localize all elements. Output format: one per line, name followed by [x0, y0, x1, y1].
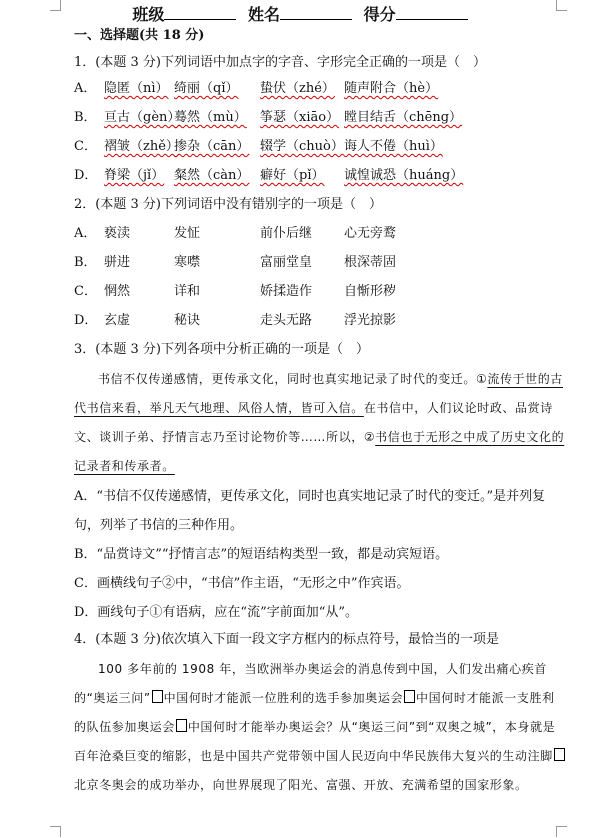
q3-option-a[interactable]: A．“书信不仅传递感情，更传承文化，同时也真实地记录了时代的变迁。”是并列复句，列举了书信的三种作用。 — [74, 489, 546, 533]
option-item: 亘古（gèn） — [104, 110, 181, 125]
option-letter: C． — [74, 284, 97, 299]
name-blank[interactable] — [280, 5, 352, 20]
q3-option-b[interactable]: B．“品赏诗文”“抒情言志”的短语结构类型一致，都是动宾短语。 — [74, 547, 449, 562]
q3-passage — [74, 365, 566, 481]
name-label: 姓名 — [247, 5, 280, 24]
q4-stem: 4．(本题 3 分)依次填入下面一段文字方框内的标点符号，最恰当的一项是 — [74, 632, 499, 647]
option-item: 辍学（chuò） — [260, 139, 344, 154]
option-item: 绮丽（qǐ） — [174, 81, 239, 96]
class-label: 班级 — [132, 5, 165, 24]
score-label: 得分 — [363, 5, 396, 24]
q3-options — [74, 482, 566, 627]
q4-text-1: 100 多年前的 1908 年，当欧洲举办奥运会的消息传到中国，人们发出痛心疾首的“奥运三问” — [74, 662, 547, 705]
option-item: 玄虚 — [104, 313, 131, 328]
punctuation-box[interactable] — [152, 690, 163, 703]
option-item: 心无旁鹜 — [344, 226, 397, 241]
option-letter: D． — [74, 313, 98, 328]
q4-text-3: 中国何时才能派一支胜利的队伍参加奥运会 — [74, 691, 555, 734]
q3-underlined-2: 书信也于无形之中成了历史文化的记录者和传承者。 — [74, 430, 565, 473]
q3-passage-text1: 书信不仅传递感情，更传承文化，同时也真实地记录了时代的变迁。 — [98, 372, 477, 386]
q3-stem: 3．(本题 3 分)下列各项中分析正确的一项是（ ） — [74, 342, 369, 357]
option-letter: A． — [74, 226, 97, 241]
page-header — [0, 2, 606, 25]
option-item: 寒噤 — [174, 255, 201, 270]
option-item: 秘诀 — [174, 313, 201, 328]
option-item: 浮光掠影 — [344, 313, 397, 328]
corner-mark — [556, 0, 567, 11]
q1-stem: 1．(本题 3 分)下列词语中加点字的字音、字形完全正确的一项是（ ） — [74, 55, 486, 70]
option-item: 诲人不倦（huì） — [344, 139, 443, 154]
option-item: 癖好（pǐ） — [260, 168, 325, 183]
option-item: 隐匿（nì） — [104, 81, 169, 96]
option-item: 惘然 — [104, 284, 131, 299]
punctuation-box[interactable] — [176, 719, 187, 732]
option-letter: A． — [74, 81, 97, 96]
q3-option-d[interactable]: D．画线句子①有语病，应在“流”字前面加“从”。 — [74, 605, 359, 620]
option-item: 褶皱（zhě） — [104, 139, 179, 154]
option-item: 骈进 — [104, 255, 131, 270]
section-title: 一、选择题(共 18 分) — [74, 28, 205, 43]
q2-stem: 2．(本题 3 分)下列词语中没有错别字的一项是（ ） — [74, 197, 382, 212]
q4-text-2: 中国何时才能派一位胜利的选手参加奥运会 — [163, 691, 404, 705]
option-item: 富丽堂皇 — [260, 255, 313, 270]
q3-mark1: ① — [476, 372, 488, 386]
option-item: 掺杂（cān） — [174, 139, 250, 154]
q3-underlined-1: 流传于世的古代书信来看，举凡天气地理、风俗人情，皆可入信。 — [74, 372, 563, 415]
corner-mark — [50, 826, 61, 837]
option-letter: D． — [74, 168, 98, 183]
q3-passage-text2: 在书信中，人们议论时政、品赏诗文、谈训子弟、抒情言志乃至讨论物价等……所以， — [74, 401, 553, 444]
option-item: 亵渎 — [104, 226, 131, 241]
option-item: 根深蒂固 — [344, 255, 397, 270]
option-item: 脊梁（jǐ） — [104, 168, 165, 183]
q3-option-c[interactable]: C．画横线句子②中，“书信”作主语，“无形之中”作宾语。 — [74, 576, 410, 591]
option-item: 详和 — [174, 284, 201, 299]
option-item: 发怔 — [174, 226, 201, 241]
option-item: 自惭形秽 — [344, 284, 397, 299]
option-letter: B． — [74, 255, 97, 270]
corner-mark — [50, 0, 61, 11]
option-item: 随声附合（hè） — [344, 81, 439, 96]
option-item: 娇揉造作 — [260, 284, 313, 299]
option-item: 筝瑟（xiāo） — [260, 110, 340, 125]
punctuation-box[interactable] — [404, 690, 415, 703]
punctuation-box[interactable] — [554, 748, 565, 761]
option-item: 蓦然（mù） — [174, 110, 247, 125]
q4-passage — [74, 655, 566, 800]
q4-text-5: 北京冬奥会的成功举办，向世界展现了阳光、富强、开放、充满希望的国家形象。 — [74, 778, 528, 792]
score-blank[interactable] — [396, 5, 468, 20]
option-letter: C． — [74, 139, 97, 154]
option-letter: B． — [74, 110, 97, 125]
option-item: 诚惶诚恐（huáng） — [344, 168, 464, 183]
corner-mark — [556, 826, 567, 837]
option-item: 瞠目结舌（chēng） — [344, 110, 463, 125]
option-item: 蛰伏（zhé） — [260, 81, 335, 96]
option-item: 前仆后继 — [260, 226, 313, 241]
class-blank[interactable] — [164, 5, 236, 20]
q3-mark2: ② — [363, 430, 376, 444]
option-item: 粲然（càn） — [174, 168, 250, 183]
option-item: 走头无路 — [260, 313, 313, 328]
q4-text-4: 中国何时才能举办奥运会？从“奥运三问”到“双奥之城”，本身就是百年沧桑巨变的缩影，也是中国共产党带领中国人民迈向中华民族伟大复兴的生动注脚 — [74, 720, 556, 763]
